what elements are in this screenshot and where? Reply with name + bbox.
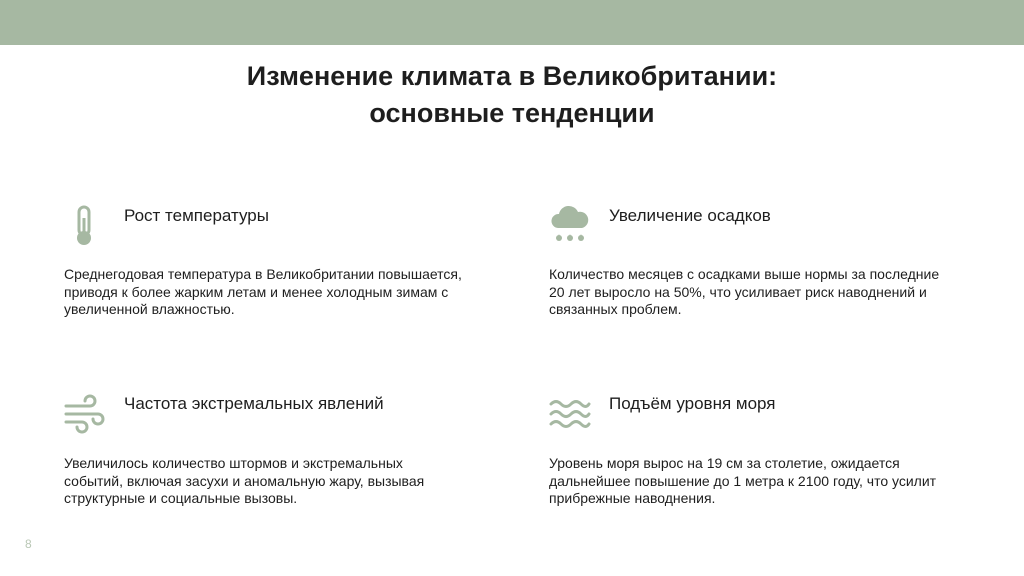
slide-title <box>0 58 1024 132</box>
thermometer-icon <box>62 204 106 248</box>
heading-temperature: Рост температуры <box>124 206 269 225</box>
top-accent-band <box>0 0 1024 45</box>
heading-sea-level: Подъём уровня моря <box>609 394 776 413</box>
desc-sea-level: Уровень моря вырос на 19 см за столетие, ожидается дальнейшее повышение до 1 метра к 2100 году, что усилит прибрежные наводнения. <box>549 455 937 506</box>
waves-icon <box>548 392 592 436</box>
page-number: 8 <box>25 537 32 551</box>
desc-extreme-events: Увеличилось количество штормов и экстремальных событий, включая засухи и аномальную жару, вызывая структурные и социальные вызовы. <box>64 455 425 506</box>
heading-extreme-events: Частота экстремальных явлений <box>124 394 384 413</box>
rain-cloud-icon <box>548 202 592 246</box>
slide-title-line-2: основные тенденции <box>369 98 655 128</box>
desc-temperature: Среднегодовая температура в Великобритании повышается, приводя к более жарким летам и менее холодным зимам с увеличенной влажностью. <box>64 266 462 317</box>
wind-icon <box>62 392 106 436</box>
desc-precipitation: Количество месяцев с осадками выше нормы за последние 20 лет выросло на 50%, что усиливает риск наводнений и связанных проблем. <box>549 266 940 317</box>
heading-precipitation: Увеличение осадков <box>609 206 771 225</box>
slide-title-line-1: Изменение климата в Великобритании: <box>246 61 778 91</box>
